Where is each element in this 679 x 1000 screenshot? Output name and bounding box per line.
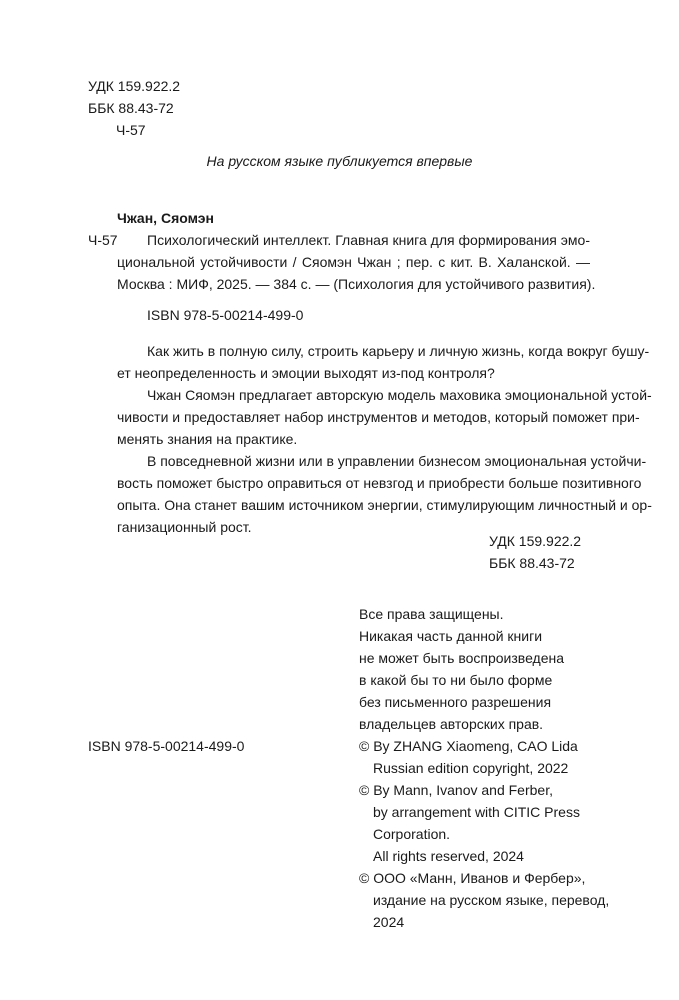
annotation-line: Чжан Сяомэн предлагает авторскую модель маховика эмоциональной устой- bbox=[147, 387, 652, 403]
udk-code: УДК 159.922.2 bbox=[88, 78, 181, 94]
rights-notice bbox=[359, 603, 564, 735]
copyright-line: © By ZHANG Xiaomeng, CAO Lida bbox=[359, 738, 578, 754]
footer-bbk-code: ББК 88.43-72 bbox=[489, 555, 575, 571]
header-codes bbox=[88, 75, 180, 141]
annotation-line: Как жить в полную силу, строить карьеру и личную жизнь, когда вокруг бушу- bbox=[147, 343, 650, 359]
author-sign: Ч-57 bbox=[116, 122, 146, 138]
bibliographic-description bbox=[117, 229, 596, 295]
description-line: Психологический интеллект. Главная книга для формирования эмо- bbox=[147, 232, 590, 248]
record-isbn: ISBN 978-5-00214-499-0 bbox=[147, 307, 304, 323]
annotation-line: чивости и предоставляет набор инструментов и методов, который поможет при- bbox=[117, 409, 640, 425]
copyright-line: by arrangement with CITIC Press bbox=[373, 804, 580, 820]
rights-line: не может быть воспроизведена bbox=[359, 650, 565, 666]
footer-udk-code: УДК 159.922.2 bbox=[489, 533, 582, 549]
footer-codes bbox=[489, 530, 581, 574]
description-line: Москва : МИФ, 2025. — 384 с. — (Психология для устойчивого развития). bbox=[117, 276, 596, 292]
copyright-line: © By Mann, Ivanov and Ferber, bbox=[359, 782, 553, 798]
rights-line: владельцев авторских прав. bbox=[359, 716, 544, 732]
author-heading: Чжан, Сяомэн bbox=[117, 210, 214, 226]
copyright-line: 2024 bbox=[373, 914, 405, 930]
bottom-isbn: ISBN 978-5-00214-499-0 bbox=[88, 738, 245, 754]
annotation-line: ет неопределенность и эмоции выходят из-под контроля? bbox=[117, 365, 495, 381]
copyright-line: Russian edition copyright, 2022 bbox=[373, 760, 569, 776]
first-edition-note: На русском языке публикуется впервые bbox=[206, 153, 473, 169]
description-line: циональной устойчивости / Сяомэн Чжан ; пер. с кит. В. Халанской. — bbox=[117, 254, 590, 270]
annotation bbox=[117, 340, 652, 538]
bbk-code: ББК 88.43-72 bbox=[88, 100, 174, 116]
annotation-line: опыта. Она станет вашим источником энергии, стимулирующим личностный и ор- bbox=[117, 497, 652, 513]
rights-line: без письменного разрешения bbox=[359, 694, 552, 710]
annotation-line: ганизационный рост. bbox=[117, 519, 252, 535]
annotation-line: В повседневной жизни или в управлении бизнесом эмоциональная устойчи- bbox=[147, 453, 647, 469]
copyright-line: © ООО «Манн, Иванов и Фербер», bbox=[359, 870, 586, 886]
rights-line: Никакая часть данной книги bbox=[359, 628, 543, 644]
annotation-line: менять знания на практике. bbox=[117, 431, 298, 447]
record-author-sign: Ч-57 bbox=[88, 232, 118, 248]
copyright-line: издание на русском языке, перевод, bbox=[373, 892, 610, 908]
rights-line: в какой бы то ни было форме bbox=[359, 672, 553, 688]
annotation-line: вость поможет быстро оправиться от невзгод и приобрести больше позитивного bbox=[117, 475, 642, 491]
rights-line: Все права защищены. bbox=[359, 606, 504, 622]
copyright-line: All rights reserved, 2024 bbox=[373, 848, 524, 864]
copyright-block bbox=[359, 735, 609, 933]
copyright-line: Corporation. bbox=[373, 826, 451, 842]
